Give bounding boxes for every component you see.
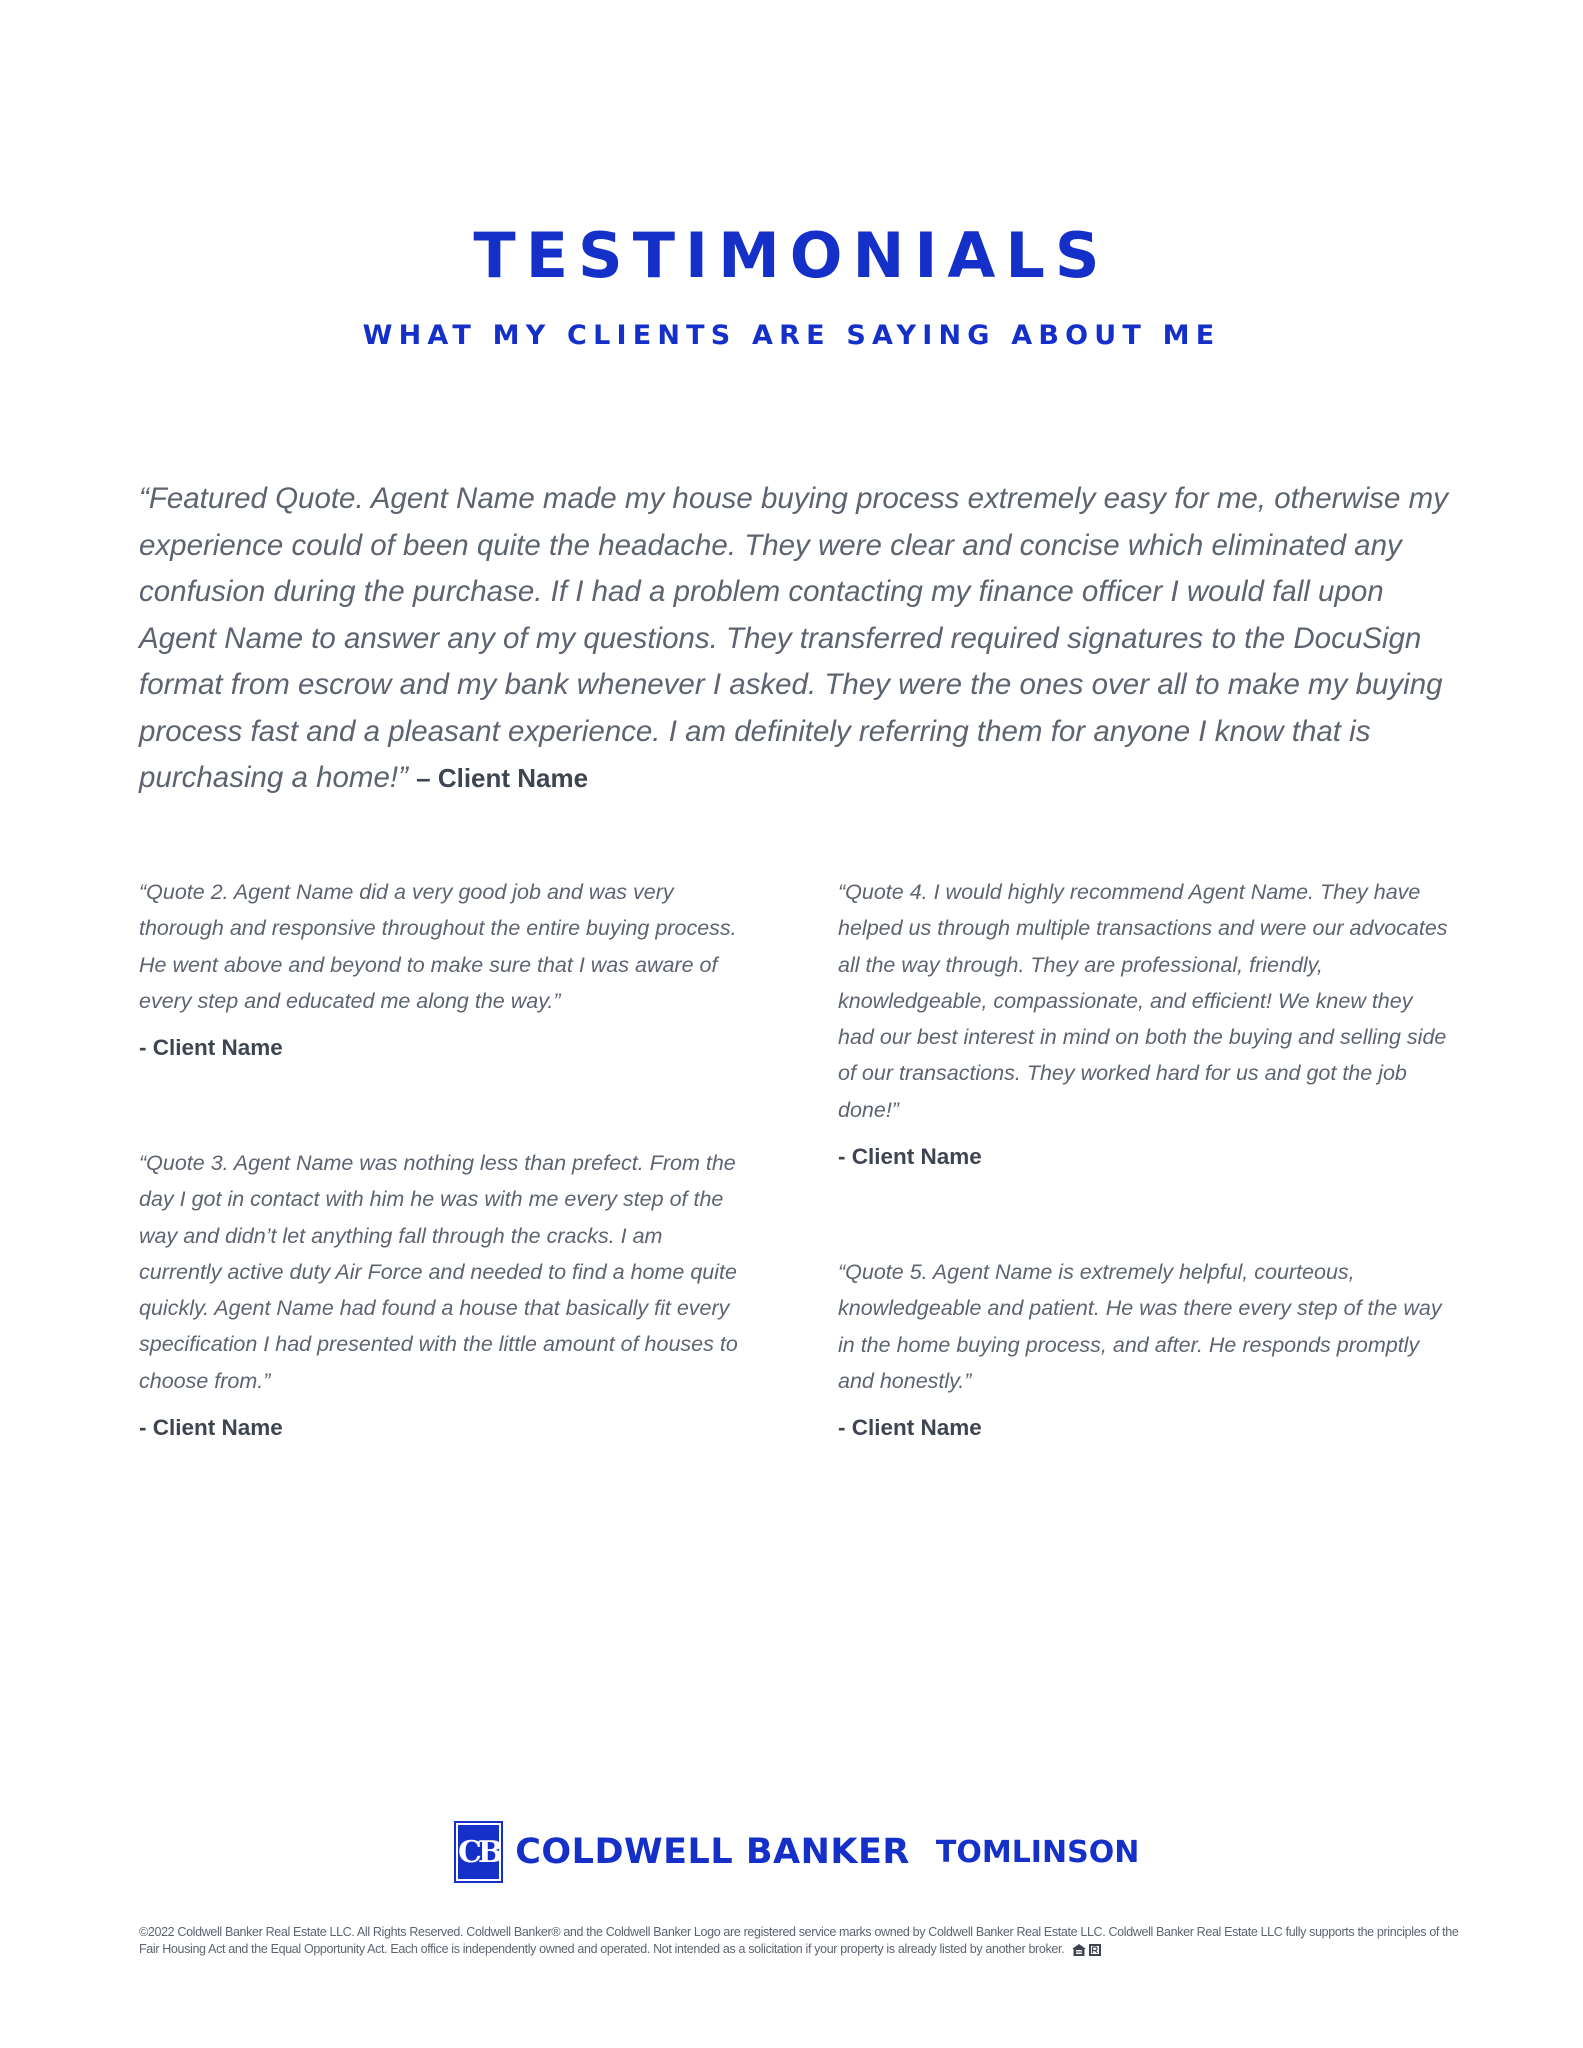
quote-card: [139, 874, 749, 1063]
featured-quote-text: “Featured Quote. Agent Name made my house buying process extremely easy for me, otherwise my experience could of been quite the headache. They were clear and concise which eliminated any confusion during the purchase. If I had a problem contacting my finance officer I would fall upon Agent Name to answer any of my questions. They transferred required signatures to the DocuSign format from escrow and my bank whenever I asked. They were the ones over all to make my buying process fast and a pleasant experience. I am definitely referring them for anyone I know that is purchasing a home!”: [139, 482, 1448, 794]
brand-name: COLDWELL BANKER: [515, 1832, 910, 1872]
cb-logo-mark: CB: [456, 1823, 501, 1881]
quote-attribution: - Client Name: [838, 1144, 982, 1170]
quote-card: [838, 874, 1448, 1172]
disclaimer-text: ©2022 Coldwell Banker Real Estate LLC. All Rights Reserved. Coldwell Banker® and the Coldwell Banker Logo are registered service marks owned by Coldwell Banker Real Estate LLC. Coldwell Banker Real Estate LLC fully supports the principles of the Fair Housing Act and the Equal Opportunity Act. Each office is independently owned and operated. Not intended as a solicitation if your property is already listed by another broker.: [139, 1925, 1459, 1956]
quote-text: “Quote 4. I would highly recommend Agent Name. They have helped us through multiple transactions and were our advocates all the way through. They are professional, friendly, knowledgeable, compassionate, and efficient! We knew they had our best interest in mind on both the buying and selling side of our transactions. They worked hard for us and got the job done!”: [838, 880, 1448, 1122]
page-subtitle: WHAT MY CLIENTS ARE SAYING ABOUT ME: [362, 320, 1221, 351]
equal-housing-icon: [1072, 1944, 1086, 1956]
quote-text: “Quote 5. Agent Name is extremely helpful, courteous, knowledgeable and patient. He was there every step of the way in the home buying process, and after. He responds promptly and honestly.”: [838, 1260, 1442, 1393]
page-title: TESTIMONIALS: [473, 219, 1110, 292]
featured-quote: [139, 476, 1459, 802]
featured-quote-attribution: – Client Name: [416, 763, 589, 793]
quote-text: “Quote 3. Agent Name was nothing less than prefect. From the day I got in contact with him he was with me every step of the way and didn’t let anything fall through the cracks. I am currently active duty Air Force and needed to find a home quite quickly. Agent Name had found a house that basically fit every specification I had presented with the little amount of houses to choose from.”: [139, 1151, 738, 1393]
brokerage-logo: [456, 1822, 1140, 1882]
quote-attribution: - Client Name: [139, 1035, 283, 1061]
quote-card: [838, 1254, 1448, 1443]
quote-text: “Quote 2. Agent Name did a very good job and was very thorough and responsive throughout the entire buying process. He went above and beyond to make sure that I was aware of every step and educated me along the way.”: [139, 880, 737, 1013]
legal-disclaimer: [139, 1924, 1459, 1958]
quote-card: [139, 1145, 749, 1443]
compliance-icons: [1072, 1941, 1101, 1958]
office-name: TOMLINSON: [935, 1834, 1140, 1870]
quote-attribution: - Client Name: [139, 1415, 283, 1441]
quote-attribution: - Client Name: [838, 1415, 982, 1441]
realtor-icon: [1089, 1944, 1101, 1956]
